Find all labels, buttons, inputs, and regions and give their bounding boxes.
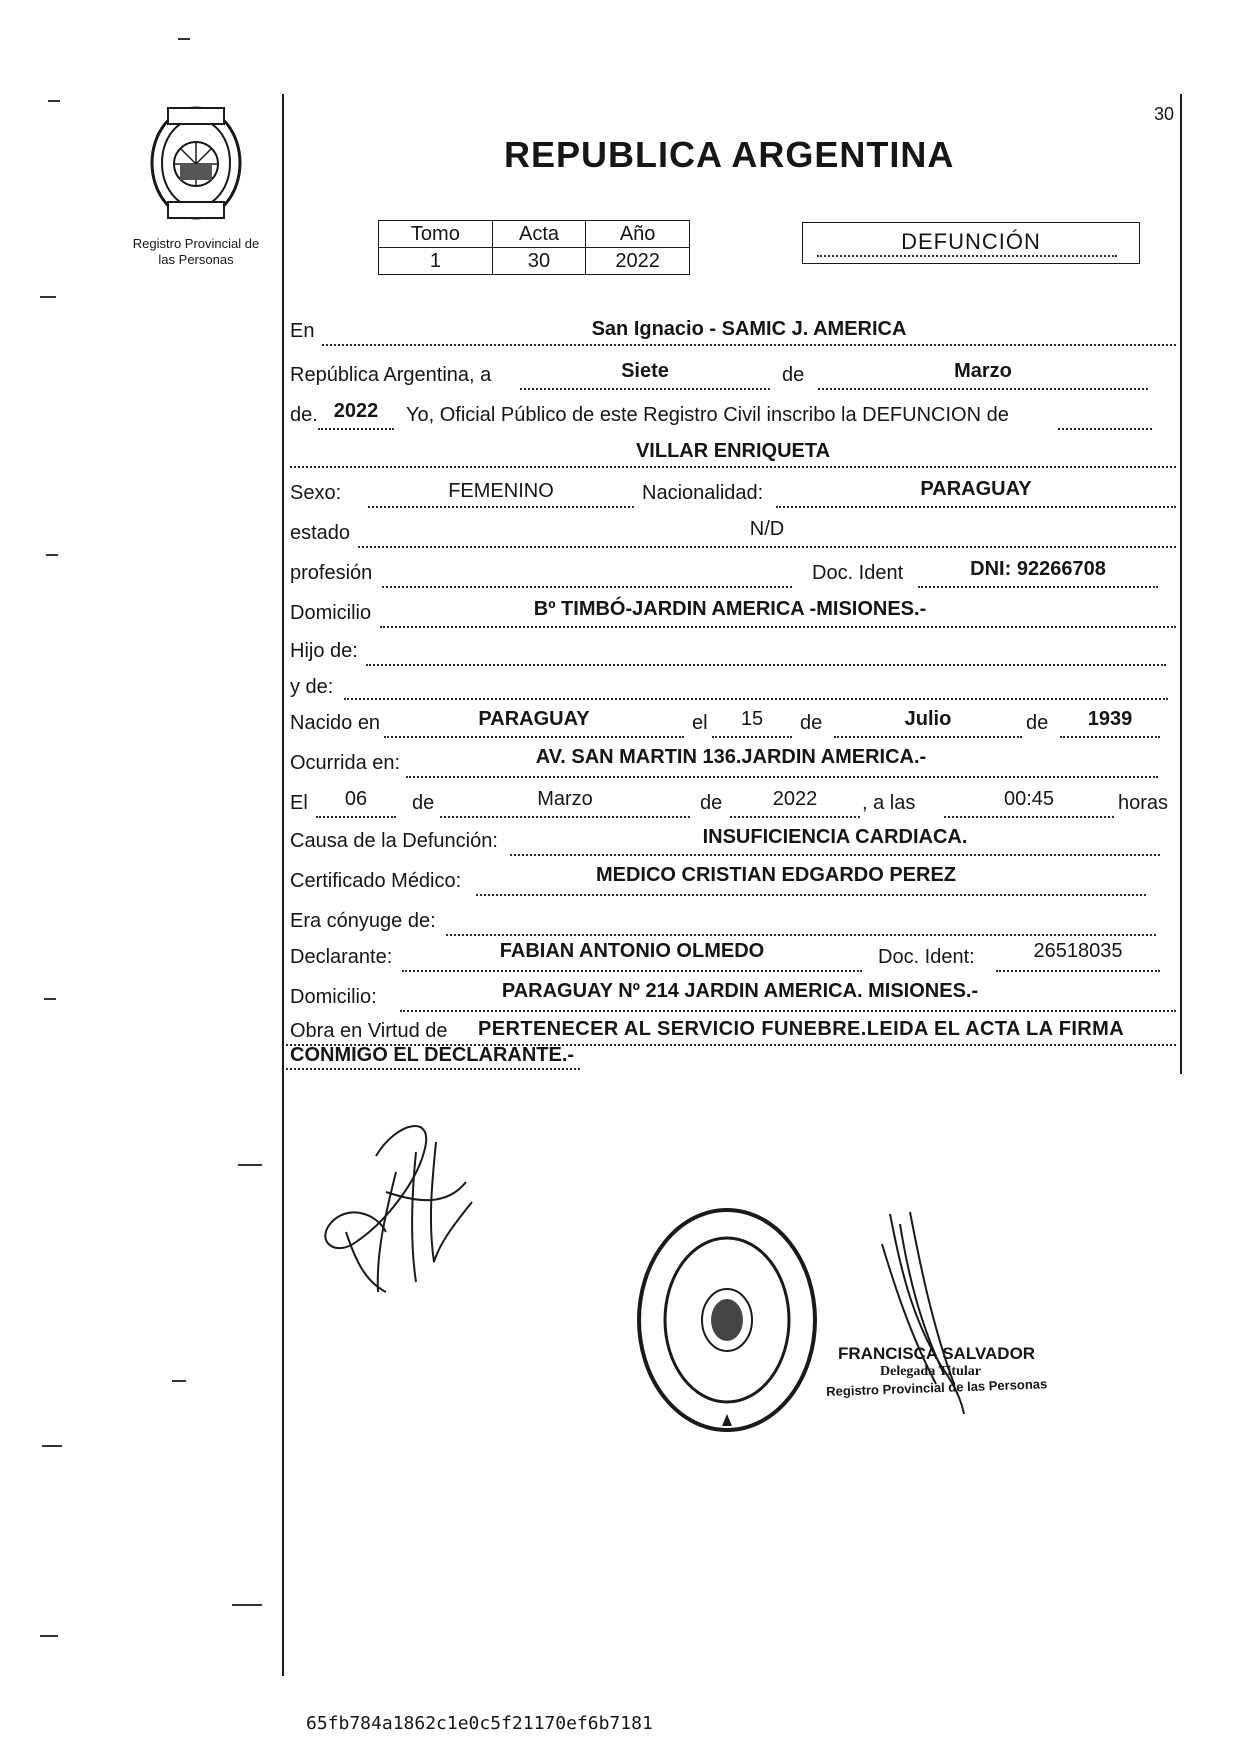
birth-year-line — [1060, 736, 1160, 738]
nacionalidad-value: PARAGUAY — [920, 478, 1032, 500]
death-day-line — [316, 816, 396, 818]
y-de-line — [344, 698, 1168, 700]
de-label-6: de — [700, 792, 723, 814]
act-type: DEFUNCIÓN — [901, 229, 1041, 254]
death-year-line — [730, 816, 860, 818]
doc-ident-value: DNI: 92266708 — [970, 558, 1106, 580]
margin-tick — [172, 1380, 186, 1382]
ocurrida-value: AV. SAN MARTIN 136.JARDIN AMERICA.- — [535, 746, 927, 768]
obra-label: Obra en Virtud de — [290, 1020, 448, 1042]
official-title: Delegada Titular — [880, 1364, 981, 1379]
death-month-value: Marzo — [537, 788, 593, 810]
document-hash: 65fb784a1862c1e0c5f21170ef6b7181 — [306, 1713, 653, 1734]
nacido-value: PARAGUAY — [478, 708, 590, 730]
declarante-domicilio-value: PARAGUAY Nº 214 JARDIN AMERICA. MISIONES.- — [501, 980, 979, 1002]
record-table-header-row — [379, 221, 690, 248]
declarante-doc-line — [996, 970, 1160, 972]
act-type-box — [802, 222, 1140, 264]
certificado-line — [476, 894, 1146, 896]
place-line — [322, 344, 1176, 346]
margin-tick — [44, 998, 56, 1000]
de-label-5: de — [412, 792, 435, 814]
doc-ident-label: Doc. Ident — [812, 562, 904, 584]
declarante-label: Declarante: — [290, 946, 393, 968]
profesion-label: profesión — [290, 562, 373, 584]
right-margin-line — [1180, 94, 1182, 1074]
de-label-2: de. — [290, 404, 318, 426]
ocurrida-line — [406, 776, 1158, 778]
oficial-text: Yo, Oficial Público de este Registro Civil inscribo la DEFUNCION de — [406, 404, 1009, 426]
declarante-value: FABIAN ANTONIO OLMEDO — [499, 940, 765, 962]
anio-value: 2022 — [586, 248, 690, 275]
conyuge-label: Era cónyuge de: — [290, 910, 436, 932]
doc-ident-line — [918, 586, 1158, 588]
causa-value: INSUFICIENCIA CARDIACA. — [702, 826, 968, 848]
official-seal — [634, 1204, 820, 1436]
left-margin-line — [282, 94, 284, 1676]
declarante-doc-value: 26518035 — [1033, 940, 1123, 962]
margin-tick — [46, 554, 58, 556]
table-header-acta: Acta — [492, 221, 586, 248]
margin-tick — [40, 296, 56, 298]
domicilio-label-2: Domicilio: — [290, 986, 377, 1008]
certificado-value: MEDICO CRISTIAN EDGARDO PEREZ — [595, 864, 957, 886]
act-type-dots — [817, 255, 1117, 257]
page-title: REPUBLICA ARGENTINA — [504, 134, 955, 175]
nacionalidad-label: Nacionalidad: — [642, 482, 764, 504]
year-value: 2022 — [333, 400, 379, 422]
domicilio-value: Bº TIMBÓ-JARDIN AMERICA -MISIONES.- — [533, 598, 927, 620]
death-time-line — [944, 816, 1114, 818]
estado-line — [358, 546, 1176, 548]
estado-label: estado — [290, 522, 351, 544]
margin-tick — [42, 1445, 62, 1447]
domicilio-line — [380, 626, 1176, 628]
causa-label: Causa de la Defunción: — [290, 830, 498, 852]
page-number: 30 — [1154, 104, 1175, 124]
en-label: En — [290, 320, 315, 342]
deceased-name: VILLAR ENRIQUETA — [635, 440, 831, 462]
causa-line — [510, 854, 1160, 856]
table-header-anio: Año — [586, 221, 690, 248]
official-name: FRANCISCA SALVADOR — [838, 1344, 1036, 1363]
month-line — [818, 388, 1148, 390]
oficial-tail-line — [1058, 428, 1152, 430]
nacido-line — [384, 736, 684, 738]
de-label-3: de — [800, 712, 823, 734]
el-label: el — [692, 712, 708, 734]
sexo-label: Sexo: — [290, 482, 342, 504]
day-word-value: Siete — [621, 360, 669, 382]
margin-tick — [48, 100, 60, 102]
sexo-line — [368, 506, 634, 508]
domicilio-label: Domicilio — [290, 602, 372, 624]
tomo-value: 1 — [379, 248, 493, 275]
obra-text-2: CONMIGO EL DECLARANTE.- — [290, 1044, 575, 1066]
profesion-line — [382, 586, 792, 588]
registry-label-line1: Registro Provincial de — [132, 236, 260, 251]
birth-month-line — [834, 736, 1022, 738]
el-label-2: El — [290, 792, 308, 814]
margin-tick — [232, 1604, 262, 1606]
birth-year-value: 1939 — [1087, 708, 1133, 730]
margin-tick — [178, 38, 190, 40]
death-year-value: 2022 — [772, 788, 818, 810]
doc-ident-label-2: Doc. Ident: — [878, 946, 975, 968]
registry-label-line2: las Personas — [158, 252, 234, 267]
declarante-line — [402, 970, 862, 972]
ocurrida-label: Ocurrida en: — [290, 752, 401, 774]
horas-label: horas — [1118, 792, 1169, 814]
certificado-label: Certificado Médico: — [290, 870, 462, 892]
record-table — [378, 220, 690, 275]
month-value: Marzo — [954, 360, 1012, 382]
a-las-label: , a las — [862, 792, 916, 814]
estado-value: N/D — [749, 518, 785, 540]
obra-line-2 — [286, 1068, 580, 1070]
table-header-tomo: Tomo — [379, 221, 493, 248]
nacionalidad-line — [776, 506, 1176, 508]
day-word-line — [520, 388, 770, 390]
hijo-line — [366, 664, 1166, 666]
birth-month-value: Julio — [904, 708, 952, 730]
declarante-domicilio-line — [400, 1010, 1176, 1012]
y-de-label: y de: — [290, 676, 334, 698]
hijo-label: Hijo de: — [290, 640, 358, 662]
year-line — [318, 428, 394, 430]
registry-logo — [144, 104, 248, 222]
official-org: Registro Provincial de las Personas — [826, 1376, 1048, 1399]
de-label: de — [782, 364, 805, 386]
birth-day-line — [712, 736, 792, 738]
death-month-line — [440, 816, 690, 818]
deceased-name-line — [290, 466, 1176, 468]
sexo-value: FEMENINO — [448, 480, 554, 502]
margin-tick — [238, 1164, 262, 1166]
acta-value: 30 — [492, 248, 586, 275]
record-table-value-row — [379, 248, 690, 275]
republica-label: República Argentina, a — [290, 364, 492, 386]
place-value: San Ignacio - SAMIC J. AMERICA — [591, 318, 907, 340]
de-label-4: de — [1026, 712, 1049, 734]
obra-text-1: PERTENECER AL SERVICIO FUNEBRE.LEIDA EL ACTA LA FIRMA — [478, 1018, 1125, 1040]
death-day-value: 06 — [344, 788, 368, 810]
registry-label — [116, 236, 276, 268]
margin-tick — [40, 1635, 58, 1637]
nacido-label: Nacido en — [290, 712, 381, 734]
conyuge-line — [446, 934, 1156, 936]
declarant-signature — [316, 1112, 480, 1308]
death-time-value: 00:45 — [1003, 788, 1055, 810]
birth-day-value: 15 — [740, 708, 764, 730]
